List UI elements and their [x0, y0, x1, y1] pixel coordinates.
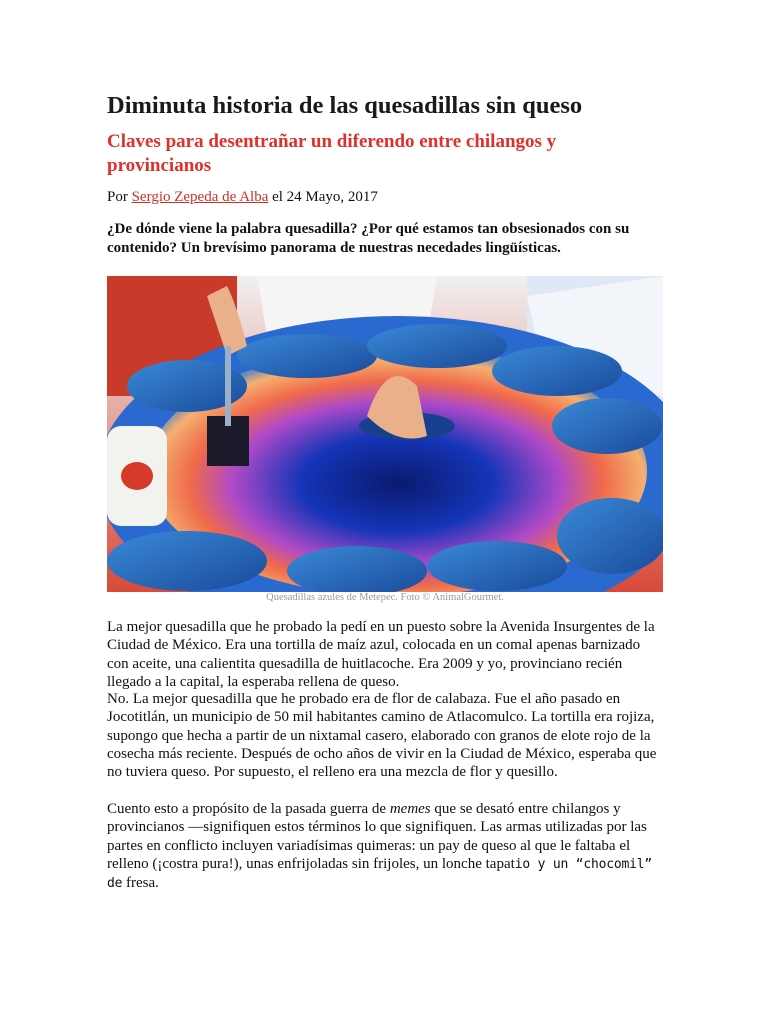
- paragraph-3-text-b: que se desató entre chilangos y provincianos —signifiquen estos términos lo que signifiquen. Las armas utilizadas por las partes en conflicto incluyen variadísimas quimeras: un pay de queso al que le faltaba el relleno (¡costra pura!), unas enfrijoladas sin frijoles, un lonche tapat: [107, 801, 647, 872]
- article-subtitle: Claves para desentrañar un diferendo entre chilangos y provincianos: [107, 131, 557, 176]
- body-paragraph-3: [107, 800, 663, 893]
- paragraph-3-text-a: Cuento esto a propósito de la pasada guerra de: [107, 801, 390, 817]
- body-paragraph-2: No. La mejor quesadilla que he probado era de flor de calabaza. Fue el año pasado en Jocotitlán, un municipio de 50 mil habitantes camino de Atlacomulco. La tortilla era rojiza, supongo que hecha a partir de un nixtamal casero, elaborado con granos de elote rojo de la cosecha más reciente. Después de ocho años de vivir en la Ciudad de México, esperaba que no tuviera queso. Por supuesto, el relleno era una mezcla de flor y quesillo.: [107, 691, 657, 781]
- article-title: Diminuta historia de las quesadillas sin queso: [107, 92, 583, 119]
- photo-caption: Quesadillas azules de Metepec. Foto © AnimalGourmet.: [266, 592, 504, 603]
- article-photo: [107, 276, 663, 592]
- paragraph-3-text-c: fresa.: [122, 875, 159, 892]
- paragraph-3-handwritten: io y un “chocomil” de: [107, 856, 653, 892]
- body-paragraph-1: La mejor quesadilla que he probado la pedí en un puesto sobre la Avenida Insurgentes de la Ciudad de México. Era una tortilla de maíz azul, colocada en un comal apenas barnizado con aceite, una calientita quesadilla de huitlacoche. Era 2009 y yo, provinciano recién llegado a la capital, la esperaba rellena de queso.: [107, 619, 655, 690]
- byline: [107, 189, 378, 206]
- byline-prefix: Por: [107, 189, 132, 205]
- publish-date: el 24 Mayo, 2017: [268, 189, 378, 205]
- article-lead: ¿De dónde viene la palabra quesadilla? ¿Por qué estamos tan obsesionados con su contenido? Un brevísimo panorama de nuestras necedades lingüísticas.: [107, 221, 630, 256]
- author-link[interactable]: Sergio Zepeda de Alba: [131, 189, 269, 205]
- memes-emphasis: memes: [389, 801, 431, 817]
